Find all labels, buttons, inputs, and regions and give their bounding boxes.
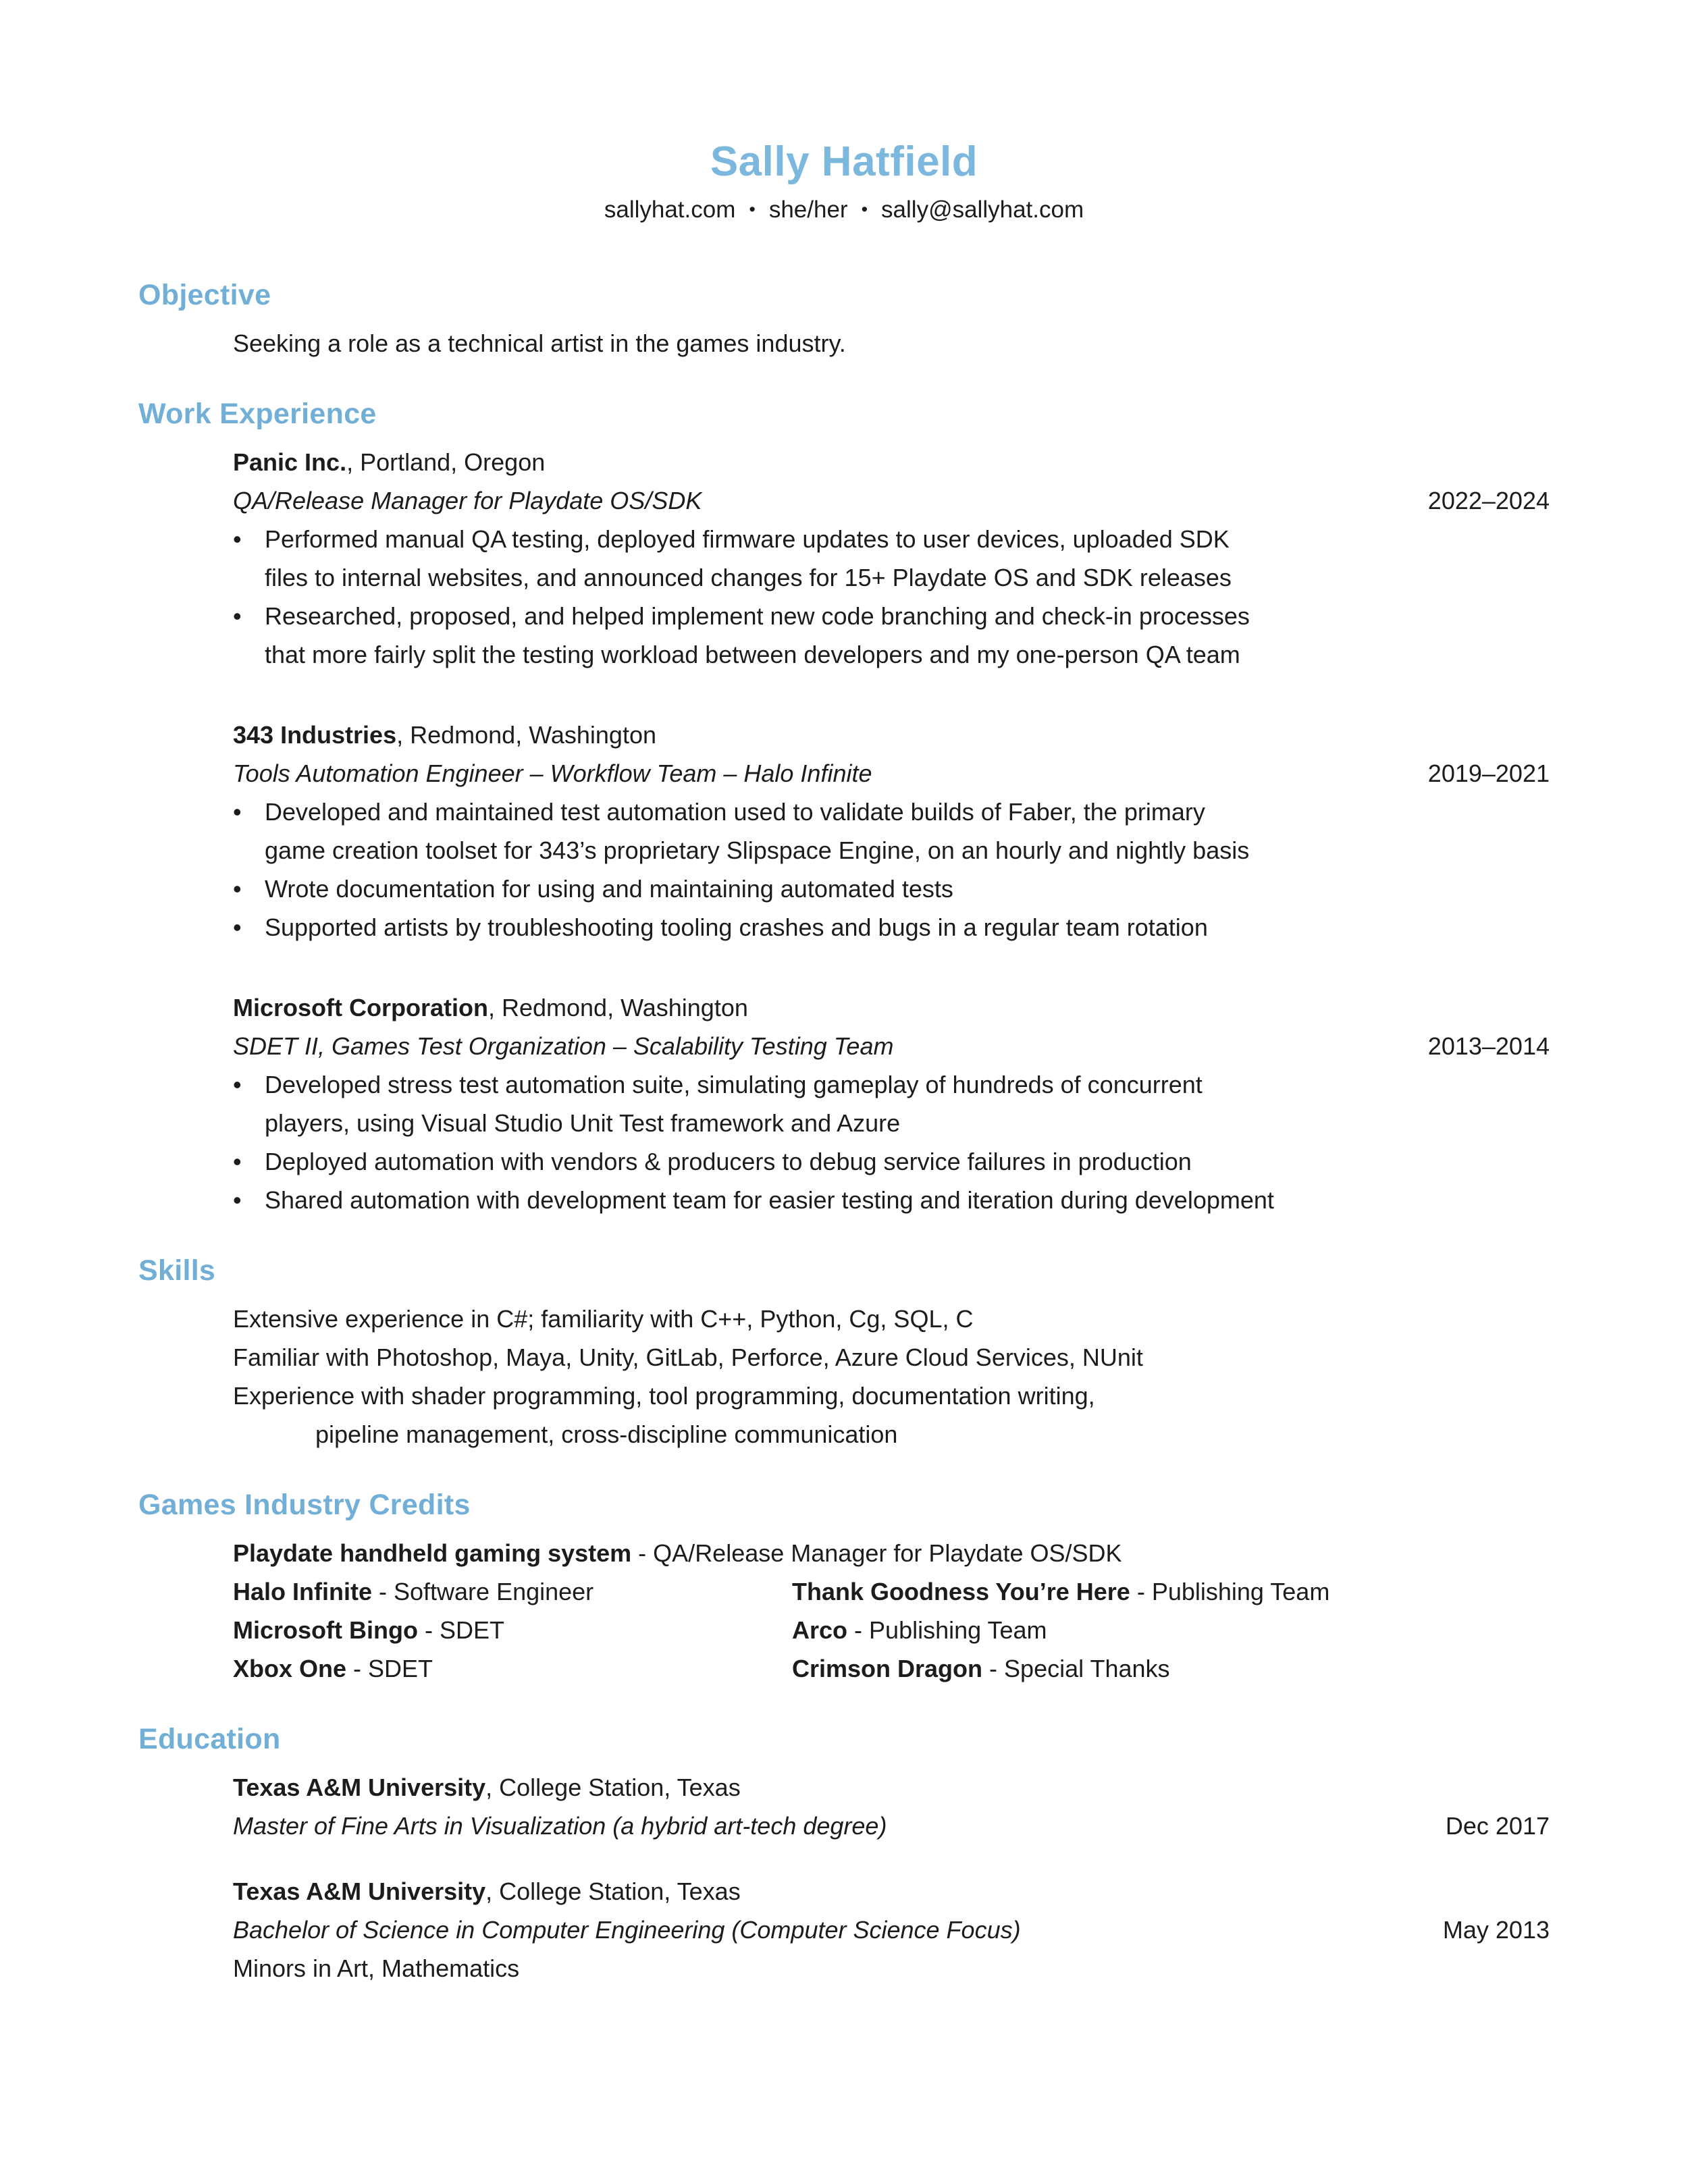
bullet-icon: • bbox=[233, 602, 242, 630]
bullet-text-line: game creation toolset for 343’s proprietary Slipspace Engine, on an hourly and nightly basis bbox=[265, 836, 1250, 864]
credit-title: Crimson Dragon bbox=[792, 1655, 983, 1682]
credit-title: Arco bbox=[792, 1616, 848, 1644]
employer-line bbox=[233, 716, 1550, 754]
school-name: Texas A&M University bbox=[233, 1877, 486, 1905]
work-experience-section bbox=[0, 395, 1688, 1219]
credit-separator: - bbox=[631, 1539, 654, 1567]
credit-title: Halo Infinite bbox=[233, 1578, 372, 1605]
employer-location: , Redmond, Washington bbox=[487, 994, 748, 1021]
credit-role: QA/Release Manager for Playdate OS/SDK bbox=[653, 1539, 1122, 1567]
credit-separator: - bbox=[982, 1655, 1005, 1682]
credit-title: Thank Goodness You’re Here bbox=[792, 1578, 1130, 1605]
credit-item-crimson bbox=[792, 1649, 1550, 1688]
school-location: , College Station, Texas bbox=[485, 1877, 741, 1905]
bullet-text-line: Supported artists by troubleshooting tooling crashes and bugs in a regular team rotation bbox=[265, 913, 1208, 941]
credits-heading: Games Industry Credits bbox=[138, 1489, 471, 1521]
employer-name: Panic Inc. bbox=[233, 448, 347, 476]
school-name: Texas A&M University bbox=[233, 1774, 486, 1801]
skills-line: Extensive experience in C#; familiarity with C++, Python, Cg, SQL, C bbox=[233, 1305, 974, 1333]
job-bullet bbox=[233, 1065, 1550, 1142]
employer-line bbox=[233, 988, 1550, 1027]
dot-separator-icon: • bbox=[749, 199, 756, 219]
job-entry-microsoft bbox=[233, 988, 1550, 1219]
objective-text: Seeking a role as a technical artist in the games industry. bbox=[233, 329, 846, 357]
credit-title: Playdate handheld gaming system bbox=[233, 1539, 632, 1567]
credit-title: Microsoft Bingo bbox=[233, 1616, 418, 1644]
credit-separator: - bbox=[372, 1578, 394, 1605]
degree-title: Bachelor of Science in Computer Engineering (Computer Science Focus) bbox=[233, 1916, 1021, 1944]
job-title-row bbox=[233, 1027, 1550, 1065]
job-bullet bbox=[233, 1142, 1550, 1181]
objective-content bbox=[233, 324, 1550, 363]
job-title-row bbox=[233, 481, 1550, 520]
credit-item-halo bbox=[233, 1572, 792, 1611]
bullet-text-line: Developed and maintained test automation used to validate builds of Faber, the primary bbox=[265, 798, 1205, 826]
skills-line: Experience with shader programming, tool programming, documentation writing, bbox=[233, 1382, 1095, 1410]
credit-role: SDET bbox=[439, 1616, 504, 1644]
bullet-text bbox=[265, 1181, 1550, 1219]
bullet-text bbox=[265, 520, 1550, 597]
job-entry-343 bbox=[233, 716, 1550, 947]
job-bullet bbox=[233, 793, 1550, 870]
bullet-text-line: files to internal websites, and announced changes for 15+ Playdate OS and SDK releases bbox=[265, 564, 1232, 591]
skills-section bbox=[0, 1252, 1688, 1454]
job-bullet bbox=[233, 597, 1550, 674]
bullet-icon: • bbox=[233, 525, 242, 553]
degree-date: May 2013 bbox=[1442, 1916, 1550, 1944]
bullet-icon: • bbox=[233, 1071, 242, 1098]
skills-content bbox=[233, 1300, 1550, 1454]
credit-separator: - bbox=[847, 1616, 870, 1644]
education-entry-bs bbox=[233, 1872, 1550, 1988]
dot-separator-icon: • bbox=[861, 199, 868, 219]
education-content bbox=[233, 1768, 1550, 1988]
bullet-text-line: Performed manual QA testing, deployed firmware updates to user devices, uploaded SDK bbox=[265, 525, 1230, 553]
bullet-text-line: Developed stress test automation suite, simulating gameplay of hundreds of concurrent bbox=[265, 1071, 1203, 1098]
employer-name: Microsoft Corporation bbox=[233, 994, 488, 1021]
skills-line: Familiar with Photoshop, Maya, Unity, GitLab, Perforce, Azure Cloud Services, NUnit bbox=[233, 1343, 1143, 1371]
education-heading: Education bbox=[138, 1723, 281, 1755]
job-bullet bbox=[233, 870, 1550, 908]
credit-item-arco bbox=[792, 1611, 1550, 1649]
credit-role: Publishing Team bbox=[1151, 1578, 1330, 1605]
job-bullet bbox=[233, 908, 1550, 947]
pronouns-text: she/her bbox=[768, 196, 848, 223]
credit-item-tgyh bbox=[792, 1572, 1550, 1611]
job-title: QA/Release Manager for Playdate OS/SDK bbox=[233, 487, 702, 514]
job-entry-panic bbox=[233, 443, 1550, 674]
job-dates: 2022–2024 bbox=[1427, 487, 1550, 514]
bullet-text-line: Shared automation with development team for easier testing and iteration during development bbox=[265, 1186, 1274, 1214]
job-dates: 2019–2021 bbox=[1427, 760, 1550, 787]
employer-location: , Redmond, Washington bbox=[396, 721, 656, 749]
minors-line: Minors in Art, Mathematics bbox=[233, 1954, 520, 1982]
bullet-text bbox=[265, 908, 1550, 947]
credit-role: Software Engineer bbox=[394, 1578, 594, 1605]
bullet-icon: • bbox=[233, 798, 242, 826]
credits-content bbox=[233, 1534, 1550, 1688]
resume-header bbox=[0, 135, 1688, 228]
bullet-text bbox=[265, 870, 1550, 908]
contact-line bbox=[0, 192, 1688, 228]
degree-row bbox=[233, 1911, 1550, 1949]
credit-separator: - bbox=[417, 1616, 440, 1644]
credits-grid bbox=[233, 1572, 1550, 1688]
person-name: Sally Hatfield bbox=[710, 138, 978, 185]
education-entry-mfa bbox=[233, 1768, 1550, 1845]
bullet-text bbox=[265, 1065, 1550, 1142]
job-title-row bbox=[233, 754, 1550, 793]
bullet-text-line: players, using Visual Studio Unit Test framework and Azure bbox=[265, 1109, 901, 1137]
employer-name: 343 Industries bbox=[233, 721, 397, 749]
credits-section bbox=[0, 1486, 1688, 1688]
bullet-icon: • bbox=[233, 1186, 242, 1214]
work-experience-heading: Work Experience bbox=[138, 398, 377, 430]
credit-separator: - bbox=[346, 1655, 369, 1682]
degree-row bbox=[233, 1807, 1550, 1845]
job-dates: 2013–2014 bbox=[1427, 1032, 1550, 1060]
bullet-text bbox=[265, 597, 1550, 674]
job-title: SDET II, Games Test Organization – Scalability Testing Team bbox=[233, 1032, 894, 1060]
job-bullet bbox=[233, 520, 1550, 597]
credit-role: SDET bbox=[368, 1655, 433, 1682]
employer-location: , Portland, Oregon bbox=[346, 448, 546, 476]
bullet-text-line: that more fairly split the testing workload between developers and my one-person QA team bbox=[265, 641, 1240, 668]
bullet-icon: • bbox=[233, 913, 242, 941]
school-location: , College Station, Texas bbox=[485, 1774, 741, 1801]
school-line bbox=[233, 1768, 1550, 1807]
credit-role: Special Thanks bbox=[1004, 1655, 1170, 1682]
job-bullet bbox=[233, 1181, 1550, 1219]
email-text: sally@sallyhat.com bbox=[881, 196, 1084, 223]
objective-heading: Objective bbox=[138, 279, 271, 311]
bullet-text-line: Deployed automation with vendors & producers to debug service failures in production bbox=[265, 1148, 1192, 1175]
skills-heading: Skills bbox=[138, 1254, 216, 1287]
bullet-icon: • bbox=[233, 875, 242, 903]
bullet-text-line: Researched, proposed, and helped implement new code branching and check-in processes bbox=[265, 602, 1250, 630]
bullet-text bbox=[265, 793, 1550, 870]
credit-separator: - bbox=[1130, 1578, 1152, 1605]
skills-line-continuation: pipeline management, cross-discipline communication bbox=[315, 1420, 898, 1448]
employer-line bbox=[233, 443, 1550, 481]
website-text: sallyhat.com bbox=[604, 196, 736, 223]
bullet-text bbox=[265, 1142, 1550, 1181]
school-line bbox=[233, 1872, 1550, 1911]
degree-date: Dec 2017 bbox=[1445, 1812, 1550, 1840]
bullet-icon: • bbox=[233, 1148, 242, 1175]
degree-title: Master of Fine Arts in Visualization (a hybrid art-tech degree) bbox=[233, 1812, 887, 1840]
credit-title: Xbox One bbox=[233, 1655, 347, 1682]
objective-section bbox=[0, 276, 1688, 363]
work-experience-content bbox=[233, 443, 1550, 1219]
education-section bbox=[0, 1720, 1688, 1988]
credit-item-playdate bbox=[233, 1534, 1550, 1572]
job-title: Tools Automation Engineer – Workflow Team – Halo Infinite bbox=[233, 760, 872, 787]
credit-item-xbox bbox=[233, 1649, 792, 1688]
credit-item-bingo bbox=[233, 1611, 792, 1649]
bullet-text-line: Wrote documentation for using and maintaining automated tests bbox=[265, 875, 953, 903]
credit-role: Publishing Team bbox=[869, 1616, 1047, 1644]
